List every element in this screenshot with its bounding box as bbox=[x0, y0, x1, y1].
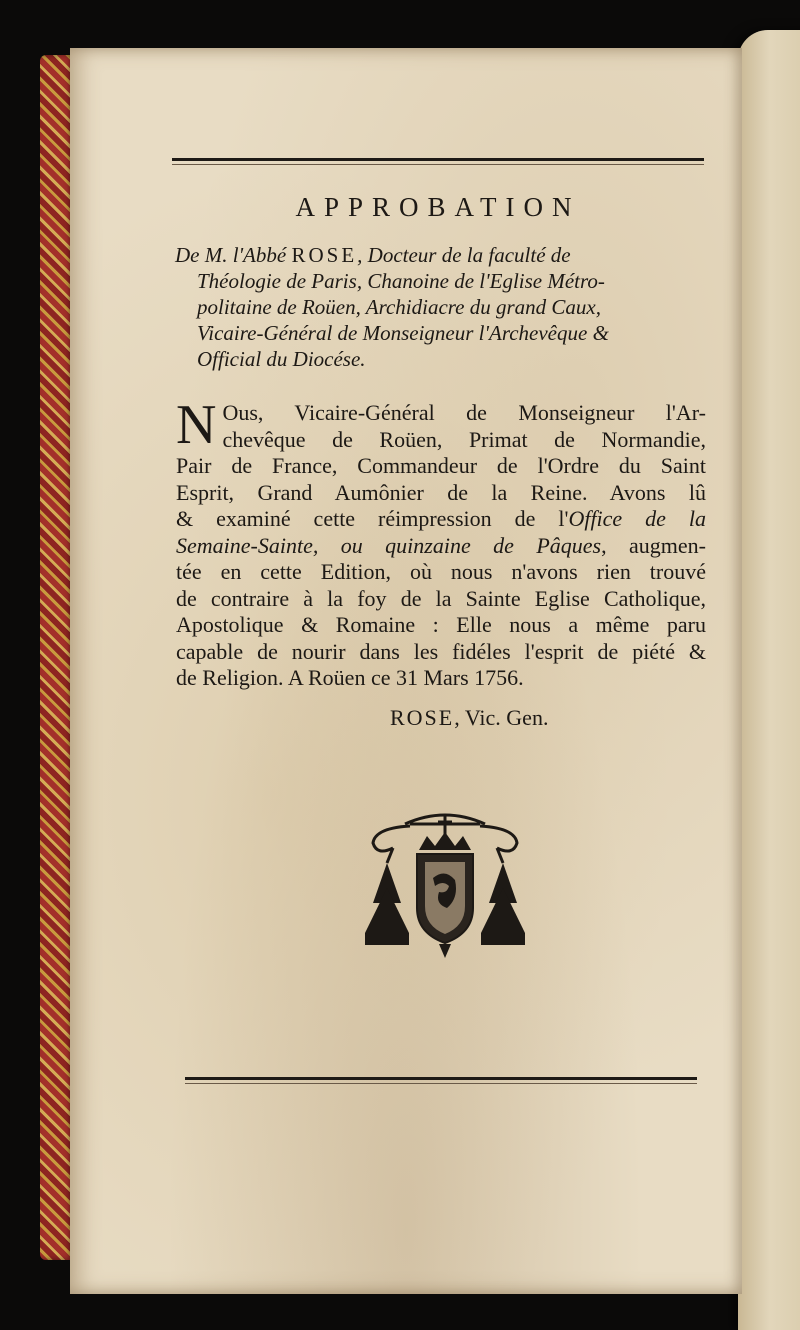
signature-title: , Vic. Gen. bbox=[454, 705, 549, 730]
body-line-6-italic: Semaine-Sainte, ou quinzaine de Pâques bbox=[176, 532, 602, 558]
bottom-rule-thin bbox=[185, 1083, 697, 1084]
body-line-4: Esprit, Grand Aumônier de la Reine. Avons lû bbox=[176, 479, 706, 505]
dedication-line-5: Official du Diocése. bbox=[197, 347, 366, 371]
body-line-5 bbox=[176, 506, 706, 533]
drop-cap: N bbox=[176, 394, 217, 456]
book-spine bbox=[40, 55, 74, 1260]
body-line-5-pre: & examiné cette réimpression de l' bbox=[176, 506, 569, 531]
body-line-8: de contraire à la foy de la Sainte Eglise Catholique, bbox=[176, 585, 706, 611]
dedication-line-2: Théologie de Paris, Chanoine de l'Eglise Métro- bbox=[197, 269, 605, 293]
dedication-line-1 bbox=[175, 242, 707, 268]
dedication-line-4: Vicaire-Général de Monseigneur l'Archevêque & bbox=[197, 321, 609, 345]
body-line-1: Ous, Vicaire-Général de Monseigneur l'Ar- bbox=[222, 400, 706, 425]
dedication-name: ROSE bbox=[291, 243, 358, 267]
body-line-6 bbox=[176, 533, 706, 560]
approbation-text bbox=[176, 394, 706, 692]
facing-page-edge bbox=[738, 30, 800, 1330]
body-line-5-italic: Office de la bbox=[568, 506, 706, 531]
body-line-10: capable de nourir dans les fidéles l'esprit de piété & bbox=[176, 638, 706, 664]
body-line-3: Pair de France, Commandeur de l'Ordre du Saint bbox=[176, 453, 706, 478]
signature-name: ROSE bbox=[390, 705, 455, 730]
dedication-block bbox=[175, 242, 707, 372]
dedication-line-1-post: , Docteur de la faculté de bbox=[357, 243, 571, 267]
body-line-11: de Religion. A Roüen ce 31 Mars 1756. bbox=[176, 665, 524, 690]
dedication-line-3: politaine de Roüen, Archidiacre du grand Caux, bbox=[197, 295, 601, 319]
page-heading: APPROBATION bbox=[295, 192, 581, 222]
top-rule bbox=[172, 158, 704, 161]
body-line-2: chevêque de Roüen, Primat de Normandie, bbox=[222, 426, 706, 452]
body-line-6-post: , augmen- bbox=[601, 532, 706, 558]
dedication-line-1-pre: De M. l'Abbé bbox=[175, 243, 292, 267]
body-line-9: Apostolique & Romaine : Elle nous a même paru bbox=[176, 612, 706, 637]
coat-of-arms-icon bbox=[355, 808, 535, 968]
body-line-7: tée en cette Edition, où nous n'avons rien trouvé bbox=[176, 559, 706, 584]
top-rule-thin bbox=[172, 164, 704, 165]
signature bbox=[390, 705, 548, 731]
bottom-rule bbox=[185, 1077, 697, 1080]
